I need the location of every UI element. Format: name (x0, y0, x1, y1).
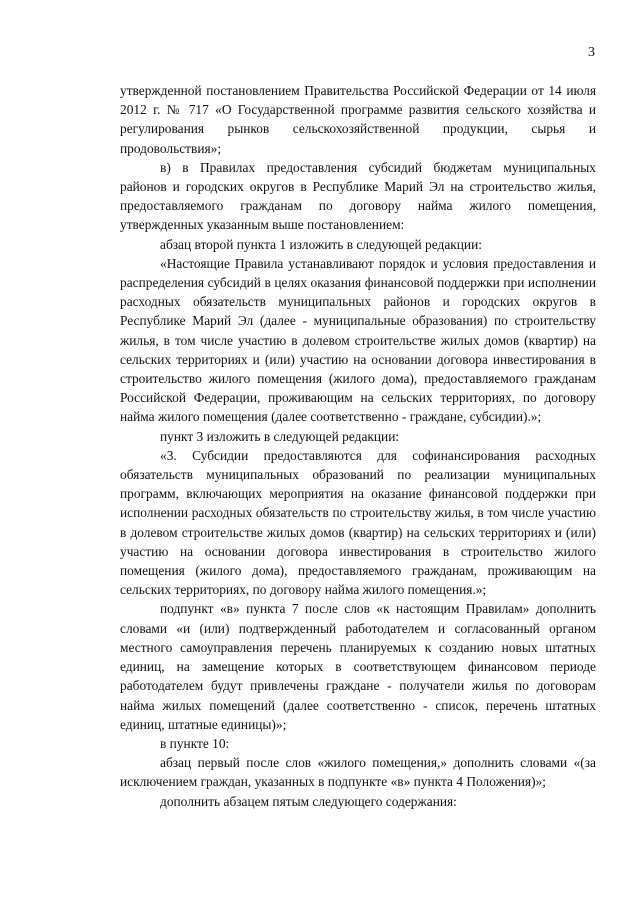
paragraph-add-fifth-abzac: дополнить абзацем пятым следующего содержания: (160, 793, 457, 809)
page-number: 3 (588, 45, 595, 60)
paragraph-decree-reference: утвержденной постановлением Правительства Российской Федерации от 14 июля 2012 г. № 717 «О Государственной программе развития сельского хозяйства и регулирования рынков сельскохозяйственной продукции, сырья и продовольствия»; (120, 83, 596, 156)
body-text (120, 81, 596, 811)
paragraph-point-1-instruction: абзац второй пункта 1 изложить в следующей редакции: (160, 236, 482, 252)
paragraph-subsidy-rules-amendment: в) в Правилах предоставления субсидий бюджетам муниципальных районов и городских округов в Республике Марий Эл на строительство жилья, предоставляемого гражданам по договору найма жилого помещения, утвержденных указанным выше постановлением: (120, 159, 596, 233)
paragraph-point-7-amendment: подпункт «в» пункта 7 после слов «к настоящим Правилам» дополнить словами «и (или) подтвержденный работодателем и согласованный органом местного самоуправления перечень планируемых к созданию новых штатных единиц, на замещение которых в соответствующем финансовом периоде работодателем будут привлечены граждане - получатели жилья по договорам найма жилых помещений (далее соответственно - список, перечень штатных единиц, штатные единицы)»; (120, 601, 596, 732)
paragraph-point-10-first-abzac: абзац первый после слов «жилого помещения,» дополнить словами «(за исключением граждан, указанных в подпункте «в» пункта 4 Положения)»; (120, 755, 596, 790)
paragraph-point-3-text: «3. Субсидии предоставляются для софинансирования расходных обязательств муниципальных образований по реализации муниципальных программ, включающих мероприятия на оказание финансовой поддержки при исполнении расходных обязательств по строительству жилья, в том числе участию в долевом строительстве жилых домов (квартир) на сельских территориях и (или) участию на основании договора инвестирования в строительство жилого помещения (жилого дома), предоставляемого гражданам, проживающим на сельских территориях, по договору найма жилого помещения.»; (120, 447, 596, 598)
paragraph-point-3-instruction: пункт 3 изложить в следующей редакции: (160, 428, 400, 444)
paragraph-point-10-heading: в пункте 10: (160, 735, 230, 751)
paragraph-point-1-text: «Настоящие Правила устанавливают порядок и условия предоставления и распределения субсидий в целях оказания финансовой поддержки при исполнении расходных обязательств муниципальных районов и городских округов в Республике Марий Эл (далее - муниципальные образования) по строительству жилья, в том числе участию в долевом строительстве жилых домов (квартир) на сельских территориях и (или) участию на основании договора инвестирования в строительство жилого помещения (жилого дома), предоставляемого гражданам Российской Федерации, проживающим на сельских территориях, по договору найма жилого помещения (далее соответственно - граждане, субсидии).»; (120, 255, 596, 425)
